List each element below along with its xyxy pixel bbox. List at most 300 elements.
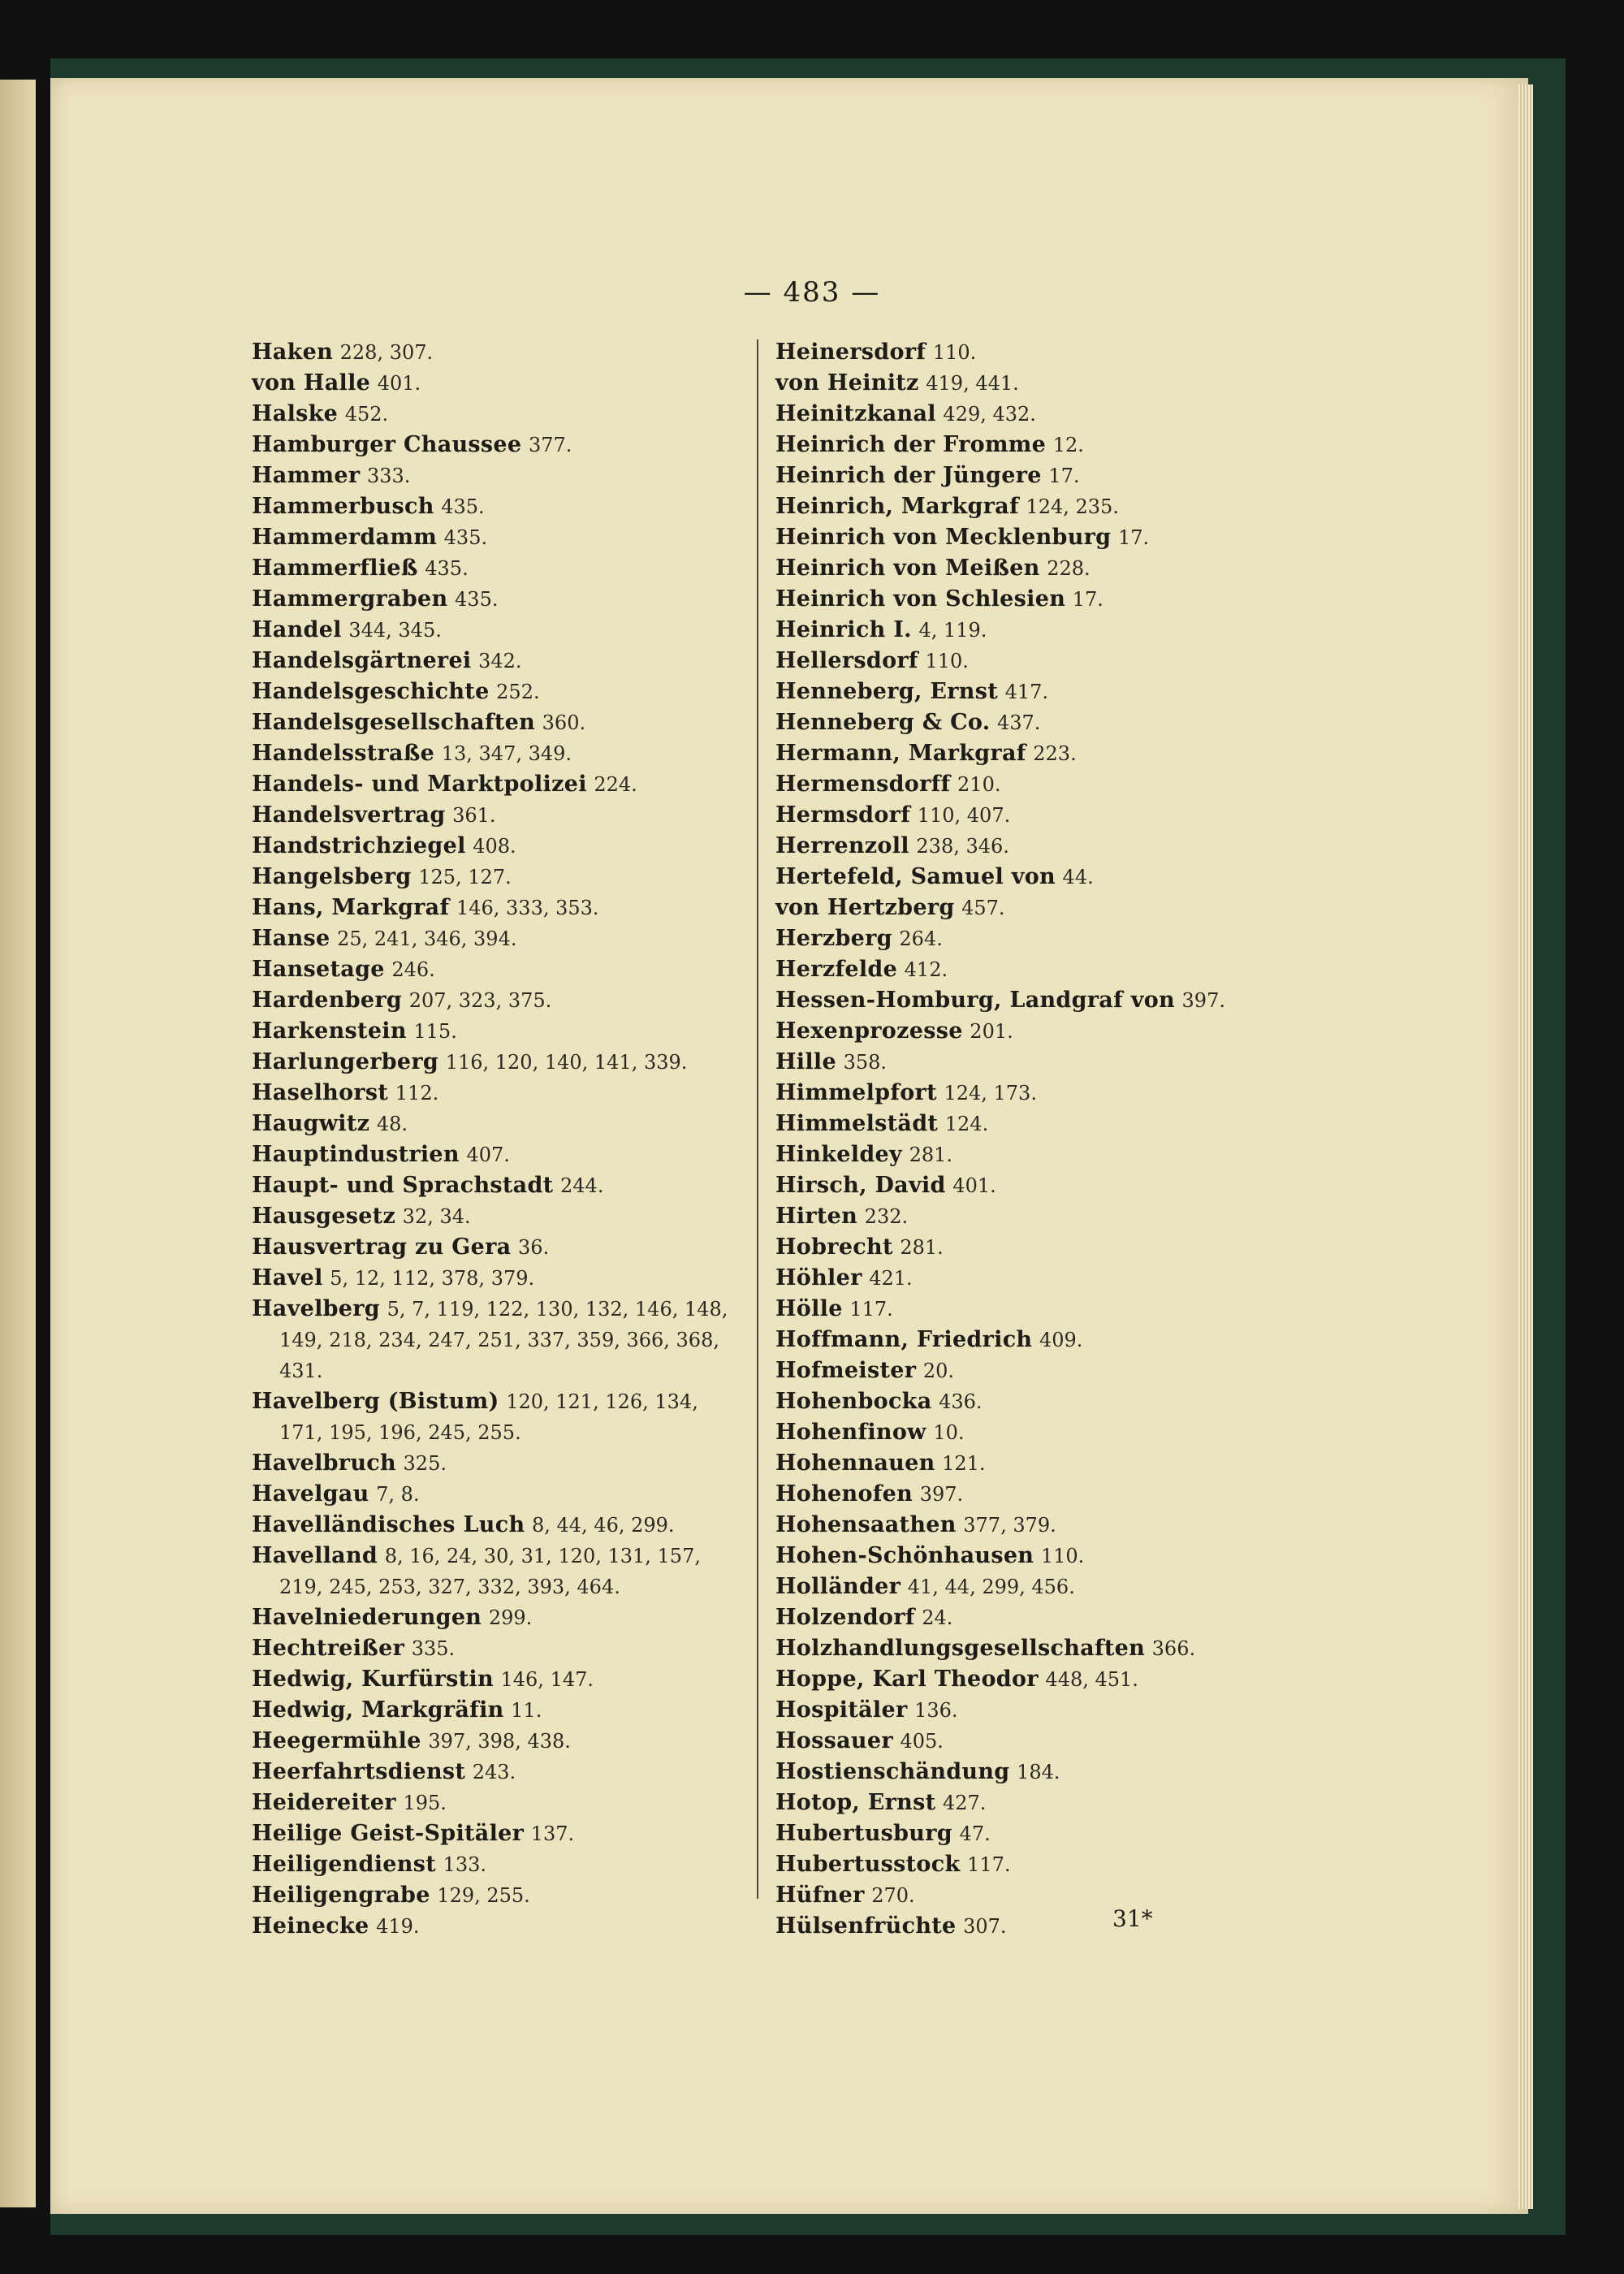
page-references: 32, 34. xyxy=(402,1205,471,1228)
index-term: Heinrich von Meißen xyxy=(775,556,1040,581)
index-entry xyxy=(775,584,1271,615)
index-term: Heegermühle xyxy=(252,1728,421,1753)
index-term: Hohensaathen xyxy=(775,1512,957,1537)
index-term: Herzfelde xyxy=(775,957,898,982)
page-references: 8, 44, 46, 299. xyxy=(531,1514,675,1537)
page-references: 17. xyxy=(1048,465,1080,487)
index-term: Herrenzoll xyxy=(775,833,909,858)
index-entry xyxy=(775,1880,1271,1911)
page-references: 429, 432. xyxy=(943,403,1036,426)
index-term: Hospitäler xyxy=(775,1697,908,1723)
page-references: 246. xyxy=(391,958,435,981)
index-entry xyxy=(775,954,1271,985)
index-term: Hille xyxy=(775,1049,836,1074)
column-divider xyxy=(757,339,758,1899)
index-entry xyxy=(775,1664,1271,1695)
index-term: Havelländisches Luch xyxy=(252,1512,525,1537)
index-term: Havel xyxy=(252,1265,323,1290)
index-entry xyxy=(252,769,747,800)
index-entry xyxy=(252,1788,747,1818)
page-references: 120, 121, 126, 134, 171, 195, 196, 245, 255. xyxy=(279,1390,698,1444)
page-references: 210. xyxy=(957,773,1001,796)
index-term: Hauptindustrien xyxy=(252,1142,460,1167)
index-entry xyxy=(252,677,747,707)
index-entry xyxy=(775,1849,1271,1880)
index-term: Heilige Geist-Spitäler xyxy=(252,1821,525,1846)
index-term: Heidereiter xyxy=(252,1790,396,1815)
index-term: Hexenprozesse xyxy=(775,1018,963,1044)
index-entry xyxy=(775,707,1271,738)
index-entry xyxy=(252,337,747,368)
index-term: Hermsdorf xyxy=(775,802,911,828)
page-references: 358. xyxy=(843,1051,887,1074)
index-term: Hirsch, David xyxy=(775,1173,946,1198)
index-entry xyxy=(252,553,747,584)
page-references: 5, 7, 119, 122, 130, 132, 146, 148, 149, 218, 234, 247, 251, 337, 359, 366, 368, 431. xyxy=(279,1298,728,1382)
index-entry xyxy=(775,491,1271,522)
page-references: 124, 173. xyxy=(944,1082,1037,1105)
index-term: Hausgesetz xyxy=(252,1204,396,1229)
page-references: 117. xyxy=(849,1298,893,1321)
page-references: 307. xyxy=(963,1915,1007,1938)
index-entry xyxy=(775,522,1271,553)
page-references: 4, 119. xyxy=(918,619,987,642)
facing-page-edge xyxy=(0,80,36,2207)
index-term: Havelberg (Bistum) xyxy=(252,1389,499,1414)
index-term: Hohenofen xyxy=(775,1481,914,1507)
page-references: 281. xyxy=(900,1236,944,1259)
index-entry xyxy=(252,1479,747,1510)
index-term: Hangelsberg xyxy=(252,864,412,889)
index-entry xyxy=(775,368,1271,399)
page-references: 17. xyxy=(1072,588,1104,611)
index-entry xyxy=(252,1170,747,1201)
index-term: Heiligendienst xyxy=(252,1852,436,1877)
index-term: Holzendorf xyxy=(775,1605,915,1630)
index-entry xyxy=(775,1479,1271,1510)
page-references: 228, 307. xyxy=(339,341,434,364)
index-entry xyxy=(775,1047,1271,1078)
index-term: Hammerbusch xyxy=(252,494,434,519)
page-references: 44. xyxy=(1062,866,1094,888)
index-term: Heinitzkanal xyxy=(775,401,936,426)
index-entry xyxy=(775,1294,1271,1325)
index-entry xyxy=(775,1726,1271,1757)
index-term: Haugwitz xyxy=(252,1111,370,1136)
page-references: 427. xyxy=(942,1792,987,1814)
page-references: 333. xyxy=(366,465,411,487)
page-references: 397. xyxy=(919,1483,964,1506)
index-entry xyxy=(252,1664,747,1695)
index-term: Heerfahrtsdienst xyxy=(252,1759,466,1784)
index-term: Haselhorst xyxy=(252,1080,389,1105)
index-term: Holzhandlungsgesellschaften xyxy=(775,1636,1146,1661)
index-term: Henneberg, Ernst xyxy=(775,679,998,704)
page-references: 129, 255. xyxy=(437,1884,530,1907)
index-entry xyxy=(775,1911,1271,1942)
index-entry xyxy=(252,1849,747,1880)
page-references: 243. xyxy=(472,1761,516,1783)
page-references: 238, 346. xyxy=(916,835,1009,858)
index-entry xyxy=(252,1695,747,1726)
page-references: 401. xyxy=(952,1174,996,1197)
index-term: Handstrichziegel xyxy=(252,833,466,858)
page-references: 417. xyxy=(1004,681,1049,703)
index-term: Hohenbocka xyxy=(775,1389,932,1414)
index-term: Havelbruch xyxy=(252,1450,396,1476)
index-term: Hohen-Schönhausen xyxy=(775,1543,1034,1568)
page-references: 20. xyxy=(922,1360,954,1382)
index-entry xyxy=(775,1757,1271,1788)
index-term: Harkenstein xyxy=(252,1018,407,1044)
page-references: 11. xyxy=(511,1699,542,1722)
index-term: Havelland xyxy=(252,1543,378,1568)
page-references: 299. xyxy=(488,1606,533,1629)
index-term: Heinersdorf xyxy=(775,339,926,365)
page-references: 270. xyxy=(871,1884,915,1907)
index-entry xyxy=(252,584,747,615)
index-entry xyxy=(775,1818,1271,1849)
page-references: 121. xyxy=(942,1452,986,1475)
page-references: 361. xyxy=(452,804,496,827)
page-references: 325. xyxy=(403,1452,447,1475)
page-references: 47. xyxy=(959,1822,991,1845)
index-term: Hellersdorf xyxy=(775,648,918,673)
index-entry xyxy=(775,1139,1271,1170)
page-references: 5, 12, 112, 378, 379. xyxy=(330,1267,535,1290)
index-term: Halske xyxy=(252,401,339,426)
page-references: 110. xyxy=(925,650,969,672)
index-term: Hüfner xyxy=(775,1883,865,1908)
index-term: Hossauer xyxy=(775,1728,893,1753)
index-entry xyxy=(775,1448,1271,1479)
signature-mark: 31* xyxy=(1112,1905,1153,1932)
index-term: Havelberg xyxy=(252,1296,380,1321)
index-entry xyxy=(775,1170,1271,1201)
index-entry xyxy=(775,1602,1271,1633)
index-term: Havelgau xyxy=(252,1481,369,1507)
page-references: 17. xyxy=(1117,526,1150,549)
page-references: 281. xyxy=(909,1143,953,1166)
index-entry xyxy=(252,1602,747,1633)
index-column-left xyxy=(252,337,747,1942)
page-references: 408. xyxy=(473,835,516,858)
index-term: Heinrich I. xyxy=(775,617,912,642)
page-references: 437. xyxy=(996,711,1041,734)
index-term: Hobrecht xyxy=(775,1234,893,1260)
page-references: 115. xyxy=(413,1020,457,1043)
index-term: Herzberg xyxy=(775,926,892,951)
index-entry xyxy=(252,831,747,862)
index-term: Hoppe, Karl Theodor xyxy=(775,1667,1039,1692)
page-references: 360. xyxy=(542,711,586,734)
index-term: Hansetage xyxy=(252,957,385,982)
page-references: 110, 407. xyxy=(917,804,1011,827)
index-term: Hardenberg xyxy=(252,988,403,1013)
page-references: 366. xyxy=(1151,1637,1196,1660)
index-entry xyxy=(252,738,747,769)
index-entry xyxy=(252,522,747,553)
page-references: 117. xyxy=(967,1853,1011,1876)
index-entry xyxy=(252,1139,747,1170)
index-term: Hanse xyxy=(252,926,330,951)
page-references: 184. xyxy=(1017,1761,1060,1783)
index-entry xyxy=(775,1541,1271,1571)
index-entry xyxy=(775,923,1271,954)
index-entry xyxy=(252,1047,747,1078)
index-term: Hermann, Markgraf xyxy=(775,741,1026,766)
index-entry xyxy=(252,1078,747,1109)
index-entry xyxy=(252,954,747,985)
page-references: 377, 379. xyxy=(963,1514,1056,1537)
page-references: 136. xyxy=(914,1699,958,1722)
page-references: 264. xyxy=(899,927,943,950)
index-entry xyxy=(775,1633,1271,1664)
page-references: 435. xyxy=(441,495,485,518)
page-references: 112. xyxy=(395,1082,439,1105)
index-term: Hubertusburg xyxy=(775,1821,952,1846)
index-entry xyxy=(775,1201,1271,1232)
index-entry xyxy=(775,337,1271,368)
page-references: 435. xyxy=(455,588,499,611)
index-column-right xyxy=(775,337,1271,1942)
page-references: 409. xyxy=(1039,1329,1083,1351)
index-entry xyxy=(775,985,1271,1016)
index-term: Hostienschändung xyxy=(775,1759,1010,1784)
page-references: 224. xyxy=(594,773,637,796)
index-entry xyxy=(775,862,1271,893)
index-term: Handel xyxy=(252,617,342,642)
page-references: 228. xyxy=(1047,557,1091,580)
page-references: 435. xyxy=(443,526,488,549)
index-entry xyxy=(252,368,747,399)
index-term: Handelsgeschichte xyxy=(252,679,490,704)
index-term: Hinkeldey xyxy=(775,1142,902,1167)
index-entry xyxy=(775,1510,1271,1541)
index-term: Hölle xyxy=(775,1296,843,1321)
index-entry xyxy=(775,1788,1271,1818)
index-entry xyxy=(775,553,1271,584)
page-references: 146, 147. xyxy=(500,1668,594,1691)
page-references: 405. xyxy=(900,1730,944,1753)
index-term: Hammerfließ xyxy=(252,556,418,581)
index-term: von Heinitz xyxy=(775,370,919,396)
index-term: Hülsenfrüchte xyxy=(775,1913,957,1939)
index-entry xyxy=(775,1325,1271,1355)
page-references: 419, 441. xyxy=(926,372,1019,395)
index-term: Holländer xyxy=(775,1574,901,1599)
page-references: 48. xyxy=(376,1113,408,1135)
page-references: 435. xyxy=(425,557,469,580)
index-entry xyxy=(775,646,1271,677)
index-entry xyxy=(252,1880,747,1911)
index-term: Heiligengrabe xyxy=(252,1883,430,1908)
index-entry xyxy=(252,707,747,738)
index-entry xyxy=(775,1355,1271,1386)
index-entry xyxy=(775,1078,1271,1109)
index-term: von Hertzberg xyxy=(775,895,955,920)
index-entry xyxy=(252,985,747,1016)
index-term: Höhler xyxy=(775,1265,862,1290)
page-references: 397. xyxy=(1181,989,1225,1012)
index-term: Hechtreißer xyxy=(252,1636,405,1661)
page-references: 401. xyxy=(377,372,421,395)
page-references: 195. xyxy=(403,1792,447,1814)
index-term: Hausvertrag zu Gera xyxy=(252,1234,512,1260)
index-term: Hertefeld, Samuel von xyxy=(775,864,1056,889)
index-term: Himmelpfort xyxy=(775,1080,937,1105)
index-term: Hammergraben xyxy=(252,586,448,612)
index-term: Hedwig, Markgräfin xyxy=(252,1697,504,1723)
index-entry xyxy=(775,460,1271,491)
index-term: Hohennauen xyxy=(775,1450,935,1476)
page-references: 448, 451. xyxy=(1045,1668,1138,1691)
index-entry xyxy=(775,1263,1271,1294)
page-references: 24. xyxy=(922,1606,953,1629)
index-term: Hammer xyxy=(252,463,361,488)
page-references: 335. xyxy=(411,1637,456,1660)
index-term: Hammerdamm xyxy=(252,525,438,550)
index-term: Heinrich der Fromme xyxy=(775,432,1047,457)
page-references: 8, 16, 24, 30, 31, 120, 131, 157, 219, 245, 253, 327, 332, 393, 464. xyxy=(279,1545,701,1598)
index-term: Hans, Markgraf xyxy=(252,895,450,920)
index-term: Handelsstraße xyxy=(252,741,435,766)
index-entry xyxy=(252,923,747,954)
index-entry xyxy=(252,1448,747,1479)
index-entry xyxy=(252,399,747,430)
index-entry xyxy=(775,1109,1271,1139)
index-term: Harlungerberg xyxy=(252,1049,439,1074)
page-references: 397, 398, 438. xyxy=(428,1730,571,1753)
index-term: Handelsvertrag xyxy=(252,802,446,828)
index-entry xyxy=(775,738,1271,769)
page-number: — 483 — xyxy=(743,276,881,309)
page-references: 412. xyxy=(904,958,948,981)
index-entry xyxy=(252,460,747,491)
page-references: 12. xyxy=(1052,434,1084,456)
page-references: 41, 44, 299, 456. xyxy=(907,1576,1075,1598)
page-references: 7, 8. xyxy=(376,1483,420,1506)
index-entry xyxy=(252,491,747,522)
page-references: 110. xyxy=(1040,1545,1085,1567)
index-entry xyxy=(775,893,1271,923)
index-entry xyxy=(775,831,1271,862)
page-references: 244. xyxy=(560,1174,604,1197)
index-term: Haupt- und Sprachstadt xyxy=(252,1173,554,1198)
index-term: Hofmeister xyxy=(775,1358,917,1383)
page-references: 232. xyxy=(864,1205,909,1228)
page-references: 133. xyxy=(443,1853,486,1876)
page-references: 13, 347, 349. xyxy=(441,742,572,765)
index-entry xyxy=(252,1294,747,1386)
index-term: Hamburger Chaussee xyxy=(252,432,522,457)
index-entry xyxy=(775,1232,1271,1263)
index-term: Himmelstädt xyxy=(775,1111,939,1136)
index-entry xyxy=(775,1571,1271,1602)
index-term: Hubertusstock xyxy=(775,1852,961,1877)
page-references: 377. xyxy=(529,434,572,456)
index-term: Hoffmann, Friedrich xyxy=(775,1327,1033,1352)
index-term: Haken xyxy=(252,339,334,365)
index-term: Heinecke xyxy=(252,1913,369,1939)
index-term: Havelniederungen xyxy=(252,1605,482,1630)
index-term: Hohenfinow xyxy=(775,1420,926,1445)
page-references: 36. xyxy=(518,1236,550,1259)
index-entry xyxy=(252,1541,747,1602)
index-entry xyxy=(775,1695,1271,1726)
index-entry xyxy=(252,646,747,677)
index-entry xyxy=(252,430,747,460)
page-references: 146, 333, 353. xyxy=(456,897,599,919)
index-term: Hedwig, Kurfürstin xyxy=(252,1667,494,1692)
index-entry xyxy=(252,893,747,923)
index-entry xyxy=(252,1510,747,1541)
page-references: 125, 127. xyxy=(418,866,512,888)
index-term: Heinrich der Jüngere xyxy=(775,463,1042,488)
index-entry xyxy=(252,1201,747,1232)
page-references: 342. xyxy=(478,650,522,672)
index-entry xyxy=(775,1417,1271,1448)
index-term: Hessen-Homburg, Landgraf von xyxy=(775,988,1175,1013)
page-references: 407. xyxy=(466,1143,510,1166)
page-references: 10. xyxy=(933,1421,965,1444)
index-term: Hirten xyxy=(775,1204,858,1229)
index-entry xyxy=(775,1016,1271,1047)
index-entry xyxy=(252,1818,747,1849)
index-entry xyxy=(775,769,1271,800)
page-references: 419. xyxy=(376,1915,420,1938)
index-entry xyxy=(775,399,1271,430)
index-entry xyxy=(252,1911,747,1942)
page-references: 344, 345. xyxy=(348,619,442,642)
index-entry xyxy=(252,1263,747,1294)
index-term: Heinrich, Markgraf xyxy=(775,494,1019,519)
page-references: 116, 120, 140, 141, 339. xyxy=(445,1051,688,1074)
page-references: 124, 235. xyxy=(1026,495,1119,518)
index-entry xyxy=(252,615,747,646)
index-entry xyxy=(252,1757,747,1788)
page-references: 421. xyxy=(869,1267,913,1290)
index-term: Henneberg & Co. xyxy=(775,710,991,735)
index-entry xyxy=(775,430,1271,460)
index-entry xyxy=(252,1109,747,1139)
page-references: 436. xyxy=(939,1390,983,1413)
index-entry xyxy=(252,800,747,831)
index-entry xyxy=(252,1726,747,1757)
page-references: 207, 323, 375. xyxy=(408,989,552,1012)
page-references: 110. xyxy=(932,341,977,364)
page-block-edges xyxy=(1518,84,1533,2209)
index-entry xyxy=(252,1386,747,1448)
index-entry xyxy=(252,862,747,893)
page-references: 223. xyxy=(1033,742,1077,765)
index-term: Hermensdorff xyxy=(775,772,951,797)
index-entry xyxy=(775,1386,1271,1417)
index-entry xyxy=(252,1633,747,1664)
page-references: 457. xyxy=(961,897,1005,919)
page-references: 124. xyxy=(944,1113,989,1135)
page-references: 252. xyxy=(496,681,540,703)
index-term: Heinrich von Mecklenburg xyxy=(775,525,1112,550)
index-term: Handelsgärtnerei xyxy=(252,648,472,673)
index-entry xyxy=(775,615,1271,646)
index-term: Handelsgesellschaften xyxy=(252,710,536,735)
index-entry xyxy=(252,1016,747,1047)
index-term: Handels- und Marktpolizei xyxy=(252,772,587,797)
page-references: 25, 241, 346, 394. xyxy=(337,927,517,950)
index-term: Heinrich von Schlesien xyxy=(775,586,1066,612)
index-entry xyxy=(252,1232,747,1263)
